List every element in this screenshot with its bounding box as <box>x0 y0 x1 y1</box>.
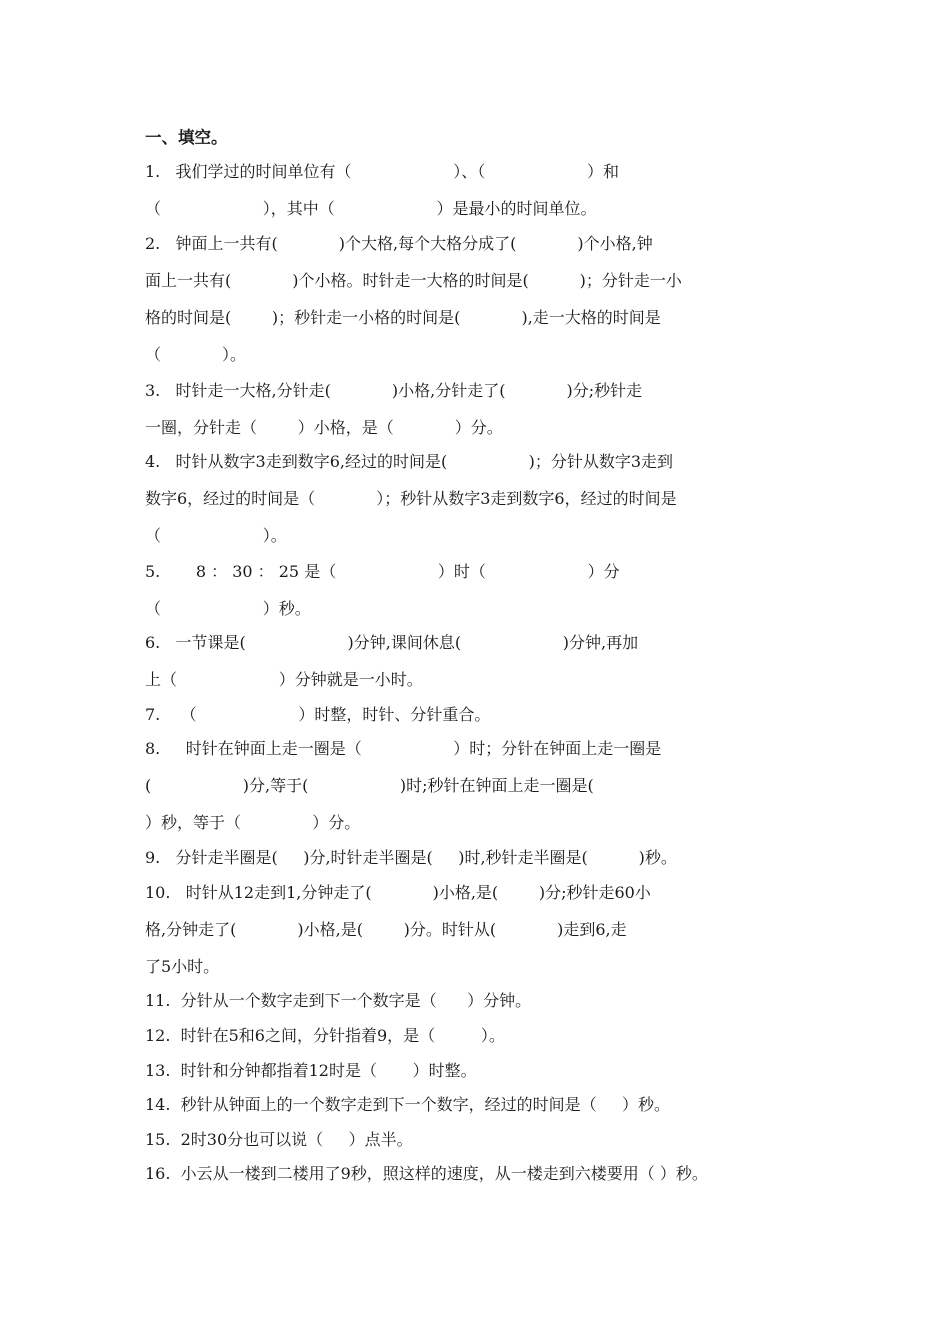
q11-line-1: 11. 分针从一个数字走到下一个数字是（ ）分钟。 <box>145 991 532 1010</box>
q10-line-1: 10. 时针从12走到1,分钟走了( )小格,是( )分;秒针走60小 <box>145 883 651 902</box>
q1-line-1: 1. 我们学过的时间单位有（ ）、（ ）和 <box>145 162 619 181</box>
q5-line-2: （ ）秒。 <box>145 599 311 618</box>
q9-line-1: 9. 分针走半圈是( )分,时针走半圈是( )时,秒针走半圈是( )秒。 <box>145 848 677 867</box>
q8-line-3: ）秒，等于（ ）分。 <box>145 813 361 832</box>
q8-line-2: ( )分,等于( )时;秒针在钟面上走一圈是( <box>145 776 594 795</box>
q4-line-2: 数字6，经过的时间是（ ）；秒针从数字3走到数字6，经过的时间是 <box>145 489 677 508</box>
q2-line-1: 2. 钟面上一共有( )个大格,每个大格分成了( )个小格,钟 <box>145 234 653 253</box>
q12-line-1: 12. 时针在5和6之间，分针指着9，是（ ）。 <box>145 1026 505 1045</box>
q3-line-2: 一圈，分针走（ ）小格，是（ ）分。 <box>145 418 503 437</box>
q2-line-4: （ ）。 <box>145 345 247 364</box>
q16-line-1: 16. 小云从一楼到二楼用了9秒，照这样的速度，从一楼走到六楼要用（ ）秒。 <box>145 1164 708 1183</box>
q4-line-1: 4. 时针从数字3走到数字6,经过的时间是( )；分针从数字3走到 <box>145 452 674 471</box>
q5-line-1: 5. 8 ： 30 ： 25 是（ ）时（ ）分 <box>145 562 620 581</box>
q3-line-1: 3. 时针走一大格,分针走( )小格,分针走了( )分;秒针走 <box>145 381 643 400</box>
q7-line-1: 7. （ ）时整，时针、分针重合。 <box>145 705 491 724</box>
q2-line-2: 面上一共有( )个小格。时针走一大格的时间是( )；分针走一小 <box>145 271 682 290</box>
q13-line-1: 13. 时针和分钟都指着12时是（ ）时整。 <box>145 1061 477 1080</box>
q2-line-3: 格的时间是( )；秒针走一小格的时间是( ),走一大格的时间是 <box>145 308 661 327</box>
q8-line-1: 8. 时针在钟面上走一圈是（ ）时；分针在钟面上走一圈是 <box>145 739 662 758</box>
q15-line-1: 15. 2时30分也可以说（ ）点半。 <box>145 1130 413 1149</box>
q4-line-3: （ ）。 <box>145 526 287 545</box>
q1-line-2: （ ），其中（ ）是最小的时间单位。 <box>145 199 597 218</box>
q10-line-2: 格,分钟走了( )小格,是( )分。时针从( )走到6,走 <box>145 920 627 939</box>
q6-line-2: 上（ ）分钟就是一小时。 <box>145 670 423 689</box>
section-title: 一、填空。 <box>145 128 228 147</box>
q10-line-3: 了5小时。 <box>145 957 220 976</box>
q6-line-1: 6. 一节课是( )分钟,课间休息( )分钟,再加 <box>145 633 639 652</box>
q14-line-1: 14. 秒针从钟面上的一个数字走到下一个数字，经过的时间是（ ）秒。 <box>145 1095 671 1114</box>
